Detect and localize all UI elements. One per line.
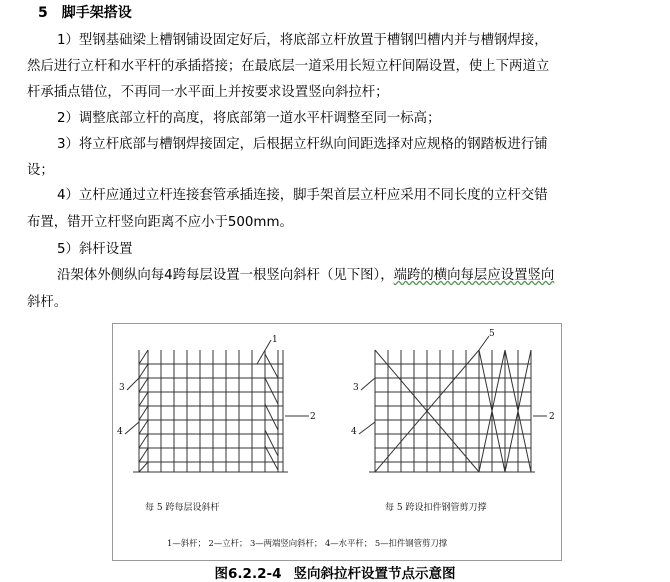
underlined-text: 端跨的横向每层应设置竖向 (393, 268, 555, 283)
paragraph-line: 1）型钢基础梁上槽钢铺设固定好后，将底部立杆放置于槽钢凹槽内并与槽钢焊接， (57, 33, 548, 48)
scaffold-figure (112, 323, 562, 561)
paragraph-line: 然后进行立杆和水平杆的承插搭接；在最底层一道采用长短立杆间隔设置，使上下两道立 (27, 59, 550, 74)
paragraph-text: 沿架体外侧纵向每4跨每层设置一根竖向斜杆（见下图）， (57, 268, 394, 283)
paragraph-line: 布置，错开立杆竖向距离不应小于500mm。 (27, 215, 293, 230)
section-title: 脚手架搭设 (61, 5, 132, 21)
paragraph-line: 2）调整底部立杆的高度，将底部第一道水平杆调整至同一标高； (57, 111, 441, 126)
scaffold-diagram (113, 324, 561, 560)
paragraph-line: 4）立杆应通过立杆连接套管承插连接，脚手架首层立杆应采用不同长度的立杆交错 (57, 188, 548, 203)
label-2-left: 2 (310, 412, 316, 422)
section-number: 5 (38, 5, 48, 21)
caption-number: 图6.2.2-4 (214, 566, 282, 582)
right-panel-grid (369, 350, 535, 472)
paragraph-line: 3）将立杆底部与槽钢焊接固定，后根据立杆纵向间距选择对应规格的钢踏板进行铺 (57, 137, 548, 152)
label-1-left: 1 (272, 335, 278, 345)
label-4-right: 4 (351, 427, 357, 437)
right-panel-caption: 每 5 跨设扣件钢管剪刀撑 (385, 503, 487, 513)
figure-caption (0, 562, 670, 582)
label-4-left: 4 (117, 427, 123, 437)
label-2-right: 2 (549, 412, 555, 422)
label-3-left: 3 (119, 383, 125, 393)
paragraph-line: 斜杆。 (27, 295, 68, 310)
paragraph-line: 杆承插点错位，不再同一水平面上并按要求设置竖向斜拉杆； (27, 85, 389, 100)
paragraph-line (57, 266, 554, 286)
section-heading (38, 2, 132, 22)
left-panel-grid (133, 350, 288, 472)
left-panel-caption: 每 5 跨每层设斜杆 (145, 503, 220, 513)
figure-legend: 1—斜杆； 2—立杆； 3—两端竖向斜杆； 4—水平杆； 5—扣件钢管剪刀撑 (167, 538, 448, 548)
paragraph-line: 设； (27, 163, 54, 178)
caption-title: 竖向斜拉杆设置节点示意图 (293, 566, 456, 582)
paragraph-line: 5）斜杆设置 (57, 242, 133, 257)
label-5-right: 5 (489, 329, 495, 339)
label-3-right: 3 (353, 383, 359, 393)
